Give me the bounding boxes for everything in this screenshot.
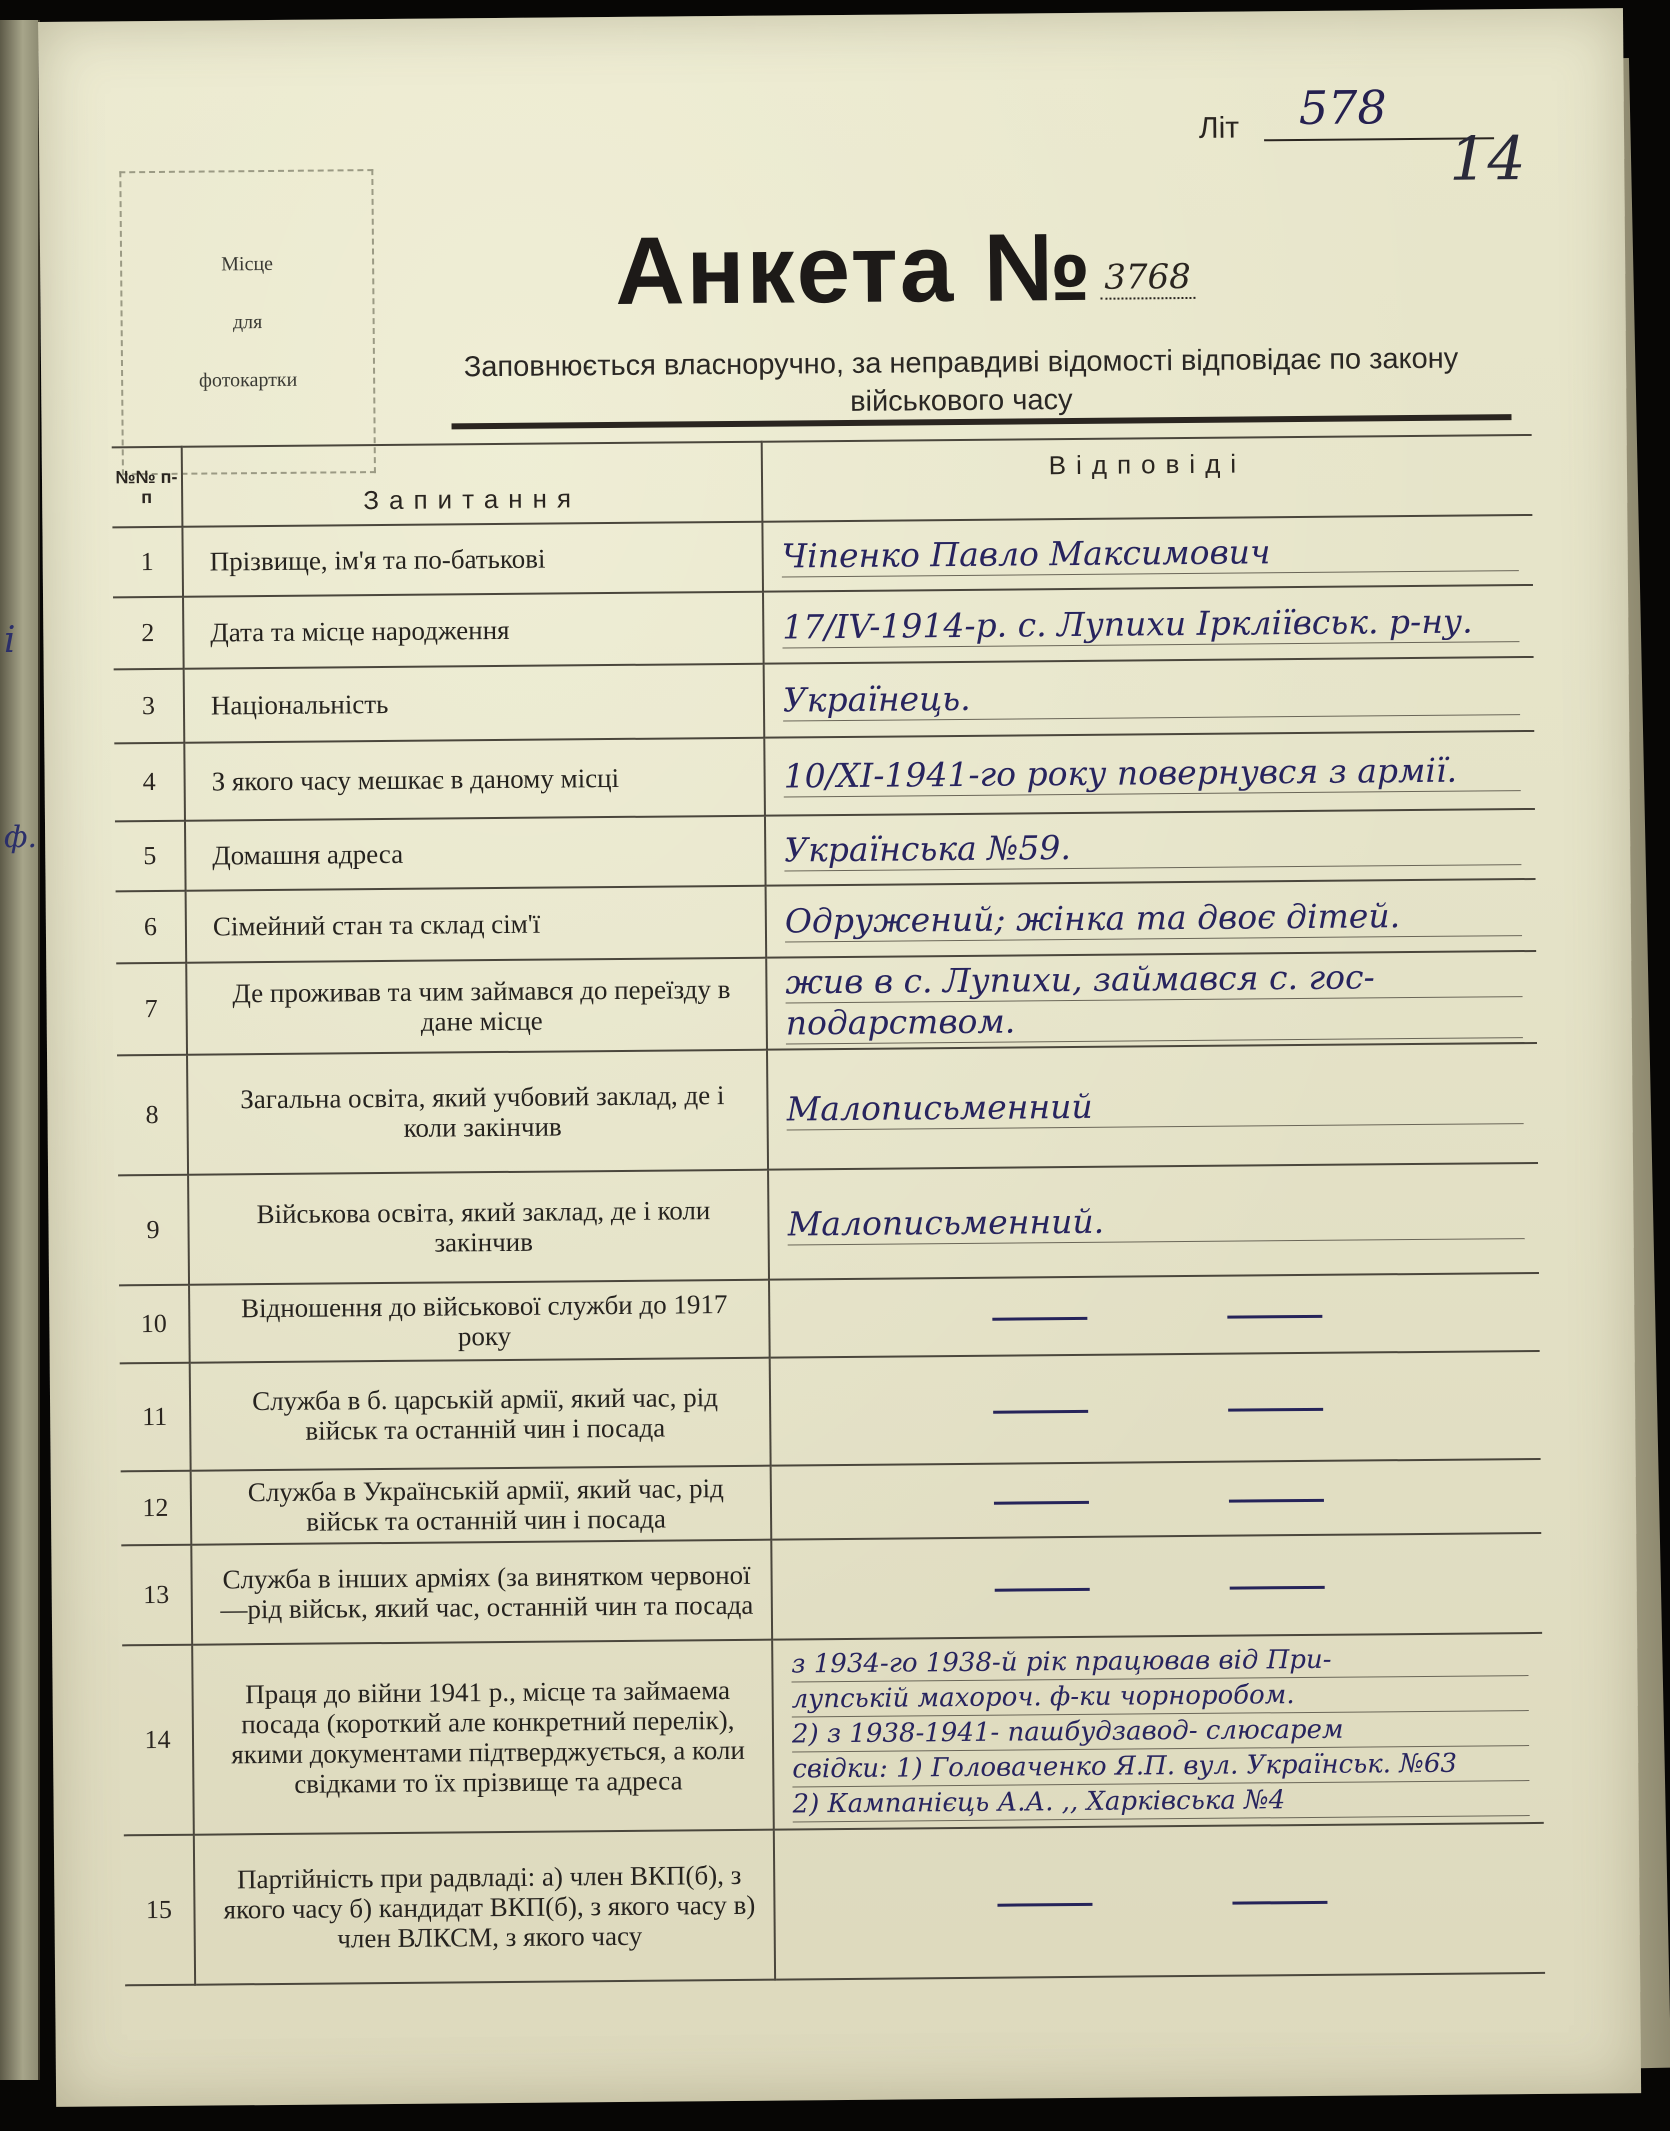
handwritten-answer-line: з 1934-го 1938-й рік працював від При-: [791, 1641, 1528, 1682]
row-answer: [766, 879, 1537, 958]
handwritten-answer-line: подарством.: [786, 997, 1523, 1044]
lit-value: 578: [1298, 80, 1387, 135]
empty-answer-dash: [992, 1316, 1087, 1320]
table-row: [112, 515, 1533, 597]
row-number: 15: [124, 1835, 195, 1986]
table-row: [120, 1351, 1541, 1471]
table-row: [114, 657, 1535, 743]
table-row: [115, 809, 1536, 891]
col-question-header: Запитання: [182, 442, 763, 527]
row-number: 10: [119, 1285, 190, 1364]
table-row: [116, 951, 1537, 1055]
empty-answer-dash: [993, 1409, 1088, 1413]
table-row: [121, 1533, 1542, 1645]
row-answer: [769, 1273, 1540, 1358]
empty-answer-dash: [1228, 1407, 1323, 1411]
table-row: [116, 879, 1537, 963]
form-number: 3768: [1100, 257, 1195, 300]
row-answer: [766, 951, 1537, 1050]
row-question: Де проживав та чим займався до переїзду в дане місце: [186, 958, 767, 1055]
row-number: 9: [118, 1175, 189, 1286]
facing-page-edge: [0, 20, 40, 2080]
row-answer: [762, 515, 1533, 592]
table-body: [112, 515, 1545, 1985]
photo-label-line: для: [232, 311, 263, 334]
handwritten-answer-line: Малописьменний.: [787, 1198, 1524, 1245]
table-row: [113, 585, 1534, 669]
empty-answer-dash: [1227, 1314, 1322, 1318]
row-number: 7: [116, 963, 187, 1056]
row-question: Військова освіта, який заклад, де і коли закінчив: [188, 1170, 769, 1285]
row-number: 5: [115, 821, 186, 892]
row-answer: [768, 1163, 1539, 1280]
handwritten-answer-line: 2) з 1938-1941- пашбудзавод- слюсарем: [792, 1711, 1529, 1752]
row-number: 11: [120, 1363, 191, 1472]
row-number: 4: [114, 743, 185, 822]
table-row: [121, 1459, 1542, 1545]
row-answer: [764, 731, 1535, 816]
table-row: [118, 1163, 1539, 1285]
row-answer: [774, 1823, 1545, 1980]
photo-placeholder: [119, 169, 376, 475]
table-row: [122, 1633, 1544, 1835]
col-number-header: №№ п-п: [112, 447, 183, 528]
row-question: Служба в Українській армії, який час, рід військ та останній чин і посада: [191, 1466, 772, 1545]
col-answer-header: Відповіді: [762, 435, 1533, 522]
lit-label: Літ: [1198, 111, 1240, 145]
row-number: 8: [117, 1055, 188, 1176]
row-number: 3: [114, 669, 185, 744]
row-question: Служба в інших арміях (за винятком червоної—рід військ, який час, останній чин та посада: [191, 1540, 772, 1645]
empty-answer-dash: [993, 1500, 1088, 1504]
form-instructions: [411, 339, 1512, 425]
photo-label-line: Місце: [221, 252, 274, 276]
questionnaire-table: [112, 434, 1545, 1986]
row-number: 12: [121, 1471, 192, 1546]
handwritten-answer-line: Українська №59.: [784, 824, 1521, 871]
table-row: [114, 731, 1535, 821]
row-number: 2: [113, 597, 184, 670]
handwritten-answer-line: Одружений; жінка та двоє дітей.: [785, 895, 1522, 942]
empty-answer-dash: [994, 1587, 1089, 1591]
handwritten-answer-line: 17/IV-1914-р. с. Лупихи Іркліївськ. р-ну.: [782, 601, 1519, 648]
row-answer: [763, 585, 1534, 664]
row-number: 13: [121, 1545, 192, 1646]
empty-answer-dash: [997, 1902, 1092, 1906]
row-question: Домашня адреса: [185, 816, 766, 891]
row-answer: [771, 1533, 1542, 1640]
handwritten-answer-line: Малописьменний: [786, 1083, 1523, 1130]
facing-page-ink-mark: ф.: [4, 820, 38, 855]
row-number: 14: [122, 1645, 194, 1836]
sheet-number: 14: [1448, 124, 1526, 195]
row-question: Партійність при радвладі: а) член ВКП(б), з якого часу б) кандидат ВКП(б), з якого часу в) член ВЛКСМ, з якого часу: [194, 1830, 775, 1985]
handwritten-answer-line: 2) Кампанієць А.А. ,, Харківська №4: [792, 1781, 1529, 1822]
handwritten-answer-line: 10/XI-1941-го року повернувся з армії.: [783, 750, 1520, 797]
row-number: 1: [112, 527, 183, 598]
row-number: 6: [116, 891, 187, 964]
handwritten-answer-line: жив в с. Лупихи, займався с. гос-: [785, 956, 1522, 1003]
row-answer: [765, 809, 1536, 886]
row-question: Прізвище, ім'я та по-батькові: [182, 522, 763, 597]
instructions-line: Заповнюється власноручно, за неправдиві відомості відповідає по закону: [463, 342, 1459, 384]
empty-answer-dash: [1229, 1585, 1324, 1589]
questionnaire-sheet: [38, 8, 1641, 2107]
row-question: Відношення до військової служби до 1917 року: [189, 1280, 770, 1363]
table-header-row: [112, 435, 1533, 527]
row-answer: [772, 1633, 1544, 1830]
row-answer: [770, 1351, 1541, 1466]
row-question: Загальна освіта, який учбовий заклад, де і коли закінчив: [187, 1050, 768, 1175]
table-row: [119, 1273, 1540, 1363]
handwritten-answer-line: Чіпенко Павло Максимович: [782, 530, 1519, 577]
row-question: Національність: [184, 664, 765, 743]
instructions-line: військового часу: [850, 383, 1073, 418]
empty-answer-dash: [1228, 1498, 1323, 1502]
row-answer: [764, 657, 1535, 738]
row-question: Дата та місце народження: [183, 592, 764, 669]
row-question: Служба в б. царській армії, який час, рід військ та останній чин і посада: [190, 1358, 771, 1471]
table-row: [117, 1043, 1538, 1175]
handwritten-answer-line: свідки: 1) Головаченко Я.П. вул. Українськ. №63: [792, 1746, 1529, 1787]
form-title: Анкета №: [614, 213, 1094, 325]
empty-answer-dash: [1232, 1900, 1327, 1904]
row-question: Праця до війни 1941 р., місце та займаема посада (короткий але конкретний перелік), якими документами підтверджується, а коли свідками то їх прізвище та адреса: [192, 1640, 774, 1835]
handwritten-answer-line: лупській махороч. ф-ки чорноробом.: [792, 1676, 1529, 1717]
handwritten-answer-line: Українець.: [783, 674, 1520, 721]
row-answer: [771, 1459, 1542, 1540]
facing-page-ink-mark: і: [4, 620, 16, 661]
row-question: З якого часу мешкає в даному місці: [184, 738, 765, 821]
row-question: Сімейний стан та склад сім'ї: [186, 886, 767, 963]
photo-label-line: фотокартки: [198, 368, 298, 392]
table-row: [124, 1823, 1545, 1985]
row-answer: [767, 1043, 1538, 1170]
